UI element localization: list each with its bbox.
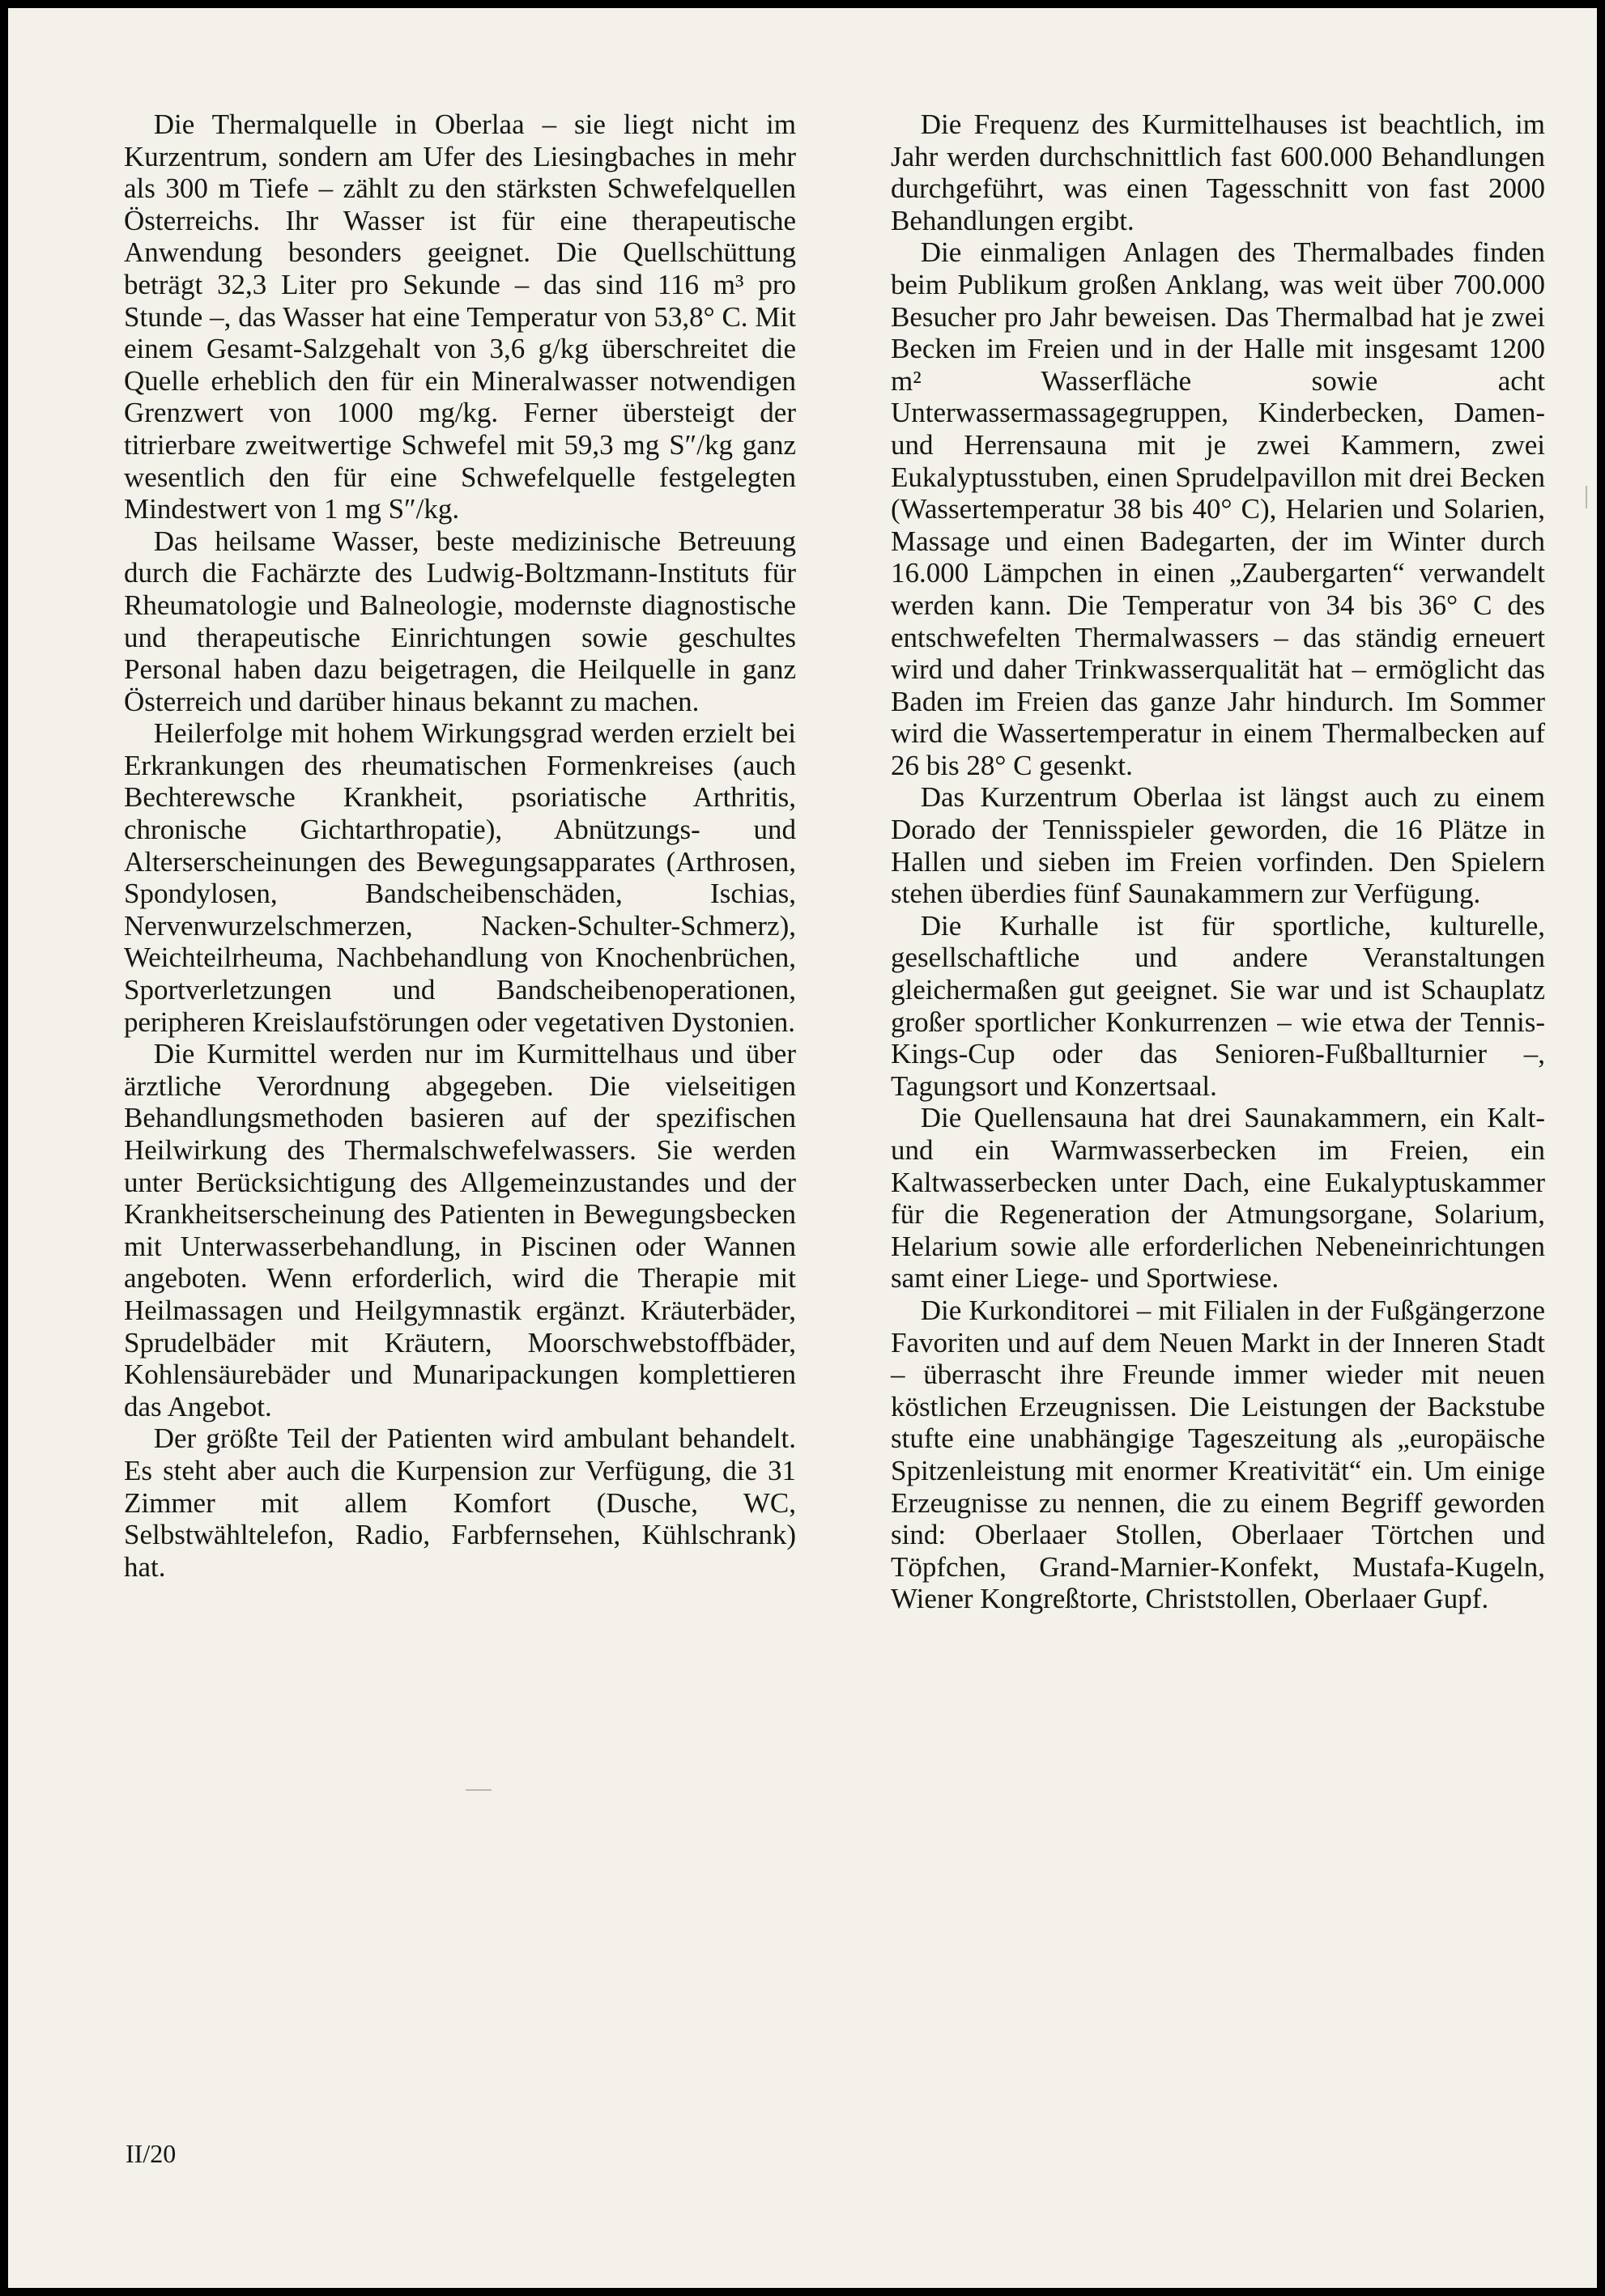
paragraph-treatment-success: Heilerfolge mit hohem Wirkungsgrad werden erzielt bei Erkrankungen des rheumatischen Formenkreises (auch Bechterewsche Krankheit, psoriatische Arthritis, chronische Gichtarthropatie), Abnützungs- und Alterserscheinungen des Bewegungsapparates (Arthrosen, Spondylosen, Bandscheibenschäden, Ischias, Nervenwurzelschmerzen, Nacken-Schulter-Schmerz), Weichteilrheuma, Nachbehandlung von Knochenbrüchen, Sportverletzungen und Bandscheibenoperationen, peripheren Kreislaufstörungen oder vegetativen Dystonien. (124, 717, 796, 1038)
paragraph-patients: Der größte Teil der Patienten wird ambulant behandelt. Es steht aber auch die Kurpension zur Verfügung, die 31 Zimmer mit allem Komfort (Dusche, WC, Selbstwähltelefon, Radio, Farbfernsehen, Kühlschrank) hat. (124, 1422, 796, 1583)
paragraph-healing-water: Das heilsame Wasser, beste medizinische Betreuung durch die Fachärzte des Ludwig-Boltzmann-Instituts für Rheumatologie und Balneologie, modernste diagnostische und therapeutische Einrichtungen sowie geschultes Personal haben dazu beigetragen, die Heilquelle in ganz Österreich und darüber hinaus bekannt zu machen. (124, 525, 796, 717)
paragraph-thermal-spring: Die Thermalquelle in Oberlaa – sie liegt nicht im Kurzentrum, sondern am Ufer des Liesingbaches in mehr als 300 m Tiefe – zählt zu den stärksten Schwefelquellen Österreichs. Ihr Wasser ist für eine therapeutische Anwendung besonders geeignet. Die Quellschüttung beträgt 32,3 Liter pro Sekunde – das sind 116 m³ pro Stunde –, das Wasser hat eine Temperatur von 53,8° C. Mit einem Gesamt-Salzgehalt von 3,6 g/kg überschreitet die Quelle erheblich den für ein Mineralwasser notwendigen Grenzwert von 1000 mg/kg. Ferner übersteigt der titrierbare zweitwertige Schwefel mit 59,3 mg S″/kg ganz wesentlich den für eine Schwefelquelle festgelegten Mindestwert von 1 mg S″/kg. (124, 108, 796, 525)
paragraph-confectionery: Die Kurkonditorei – mit Filialen in der Fußgängerzone Favoriten und auf dem Neuen Markt in der Inneren Stadt – überrascht ihre Freunde immer wieder mit neuen köstlichen Erzeugnissen. Die Leistungen der Backstube stufte eine unabhängige Tageszeitung als „europäische Spitzenleistung mit enormer Kreativität“ ein. Um einige Erzeugnisse zu nennen, die zu einem Begriff geworden sind: Oberlaaer Stollen, Oberlaaer Törtchen und Töpfchen, Grand-Marnier-Konfekt, Mustafa-Kugeln, Wiener Kongreßtorte, Christstollen, Oberlaaer Gupf. (891, 1294, 1545, 1615)
scan-artifact-mark (466, 1789, 492, 1791)
paragraph-frequency: Die Frequenz des Kurmittelhauses ist beachtlich, im Jahr werden durchschnittlich fast 600.000 Behandlungen durchgeführt, was einen Tagesschnitt von fast 2000 Behandlungen ergibt. (891, 108, 1545, 236)
paragraph-spring-sauna: Die Quellensauna hat drei Saunakammern, ein Kalt- und ein Warmwasserbecken im Freien, ein Kaltwasserbecken unter Dach, eine Eukalyptuskammer für die Regeneration der Atmungsorgane, Solarium, Helarium sowie alle erforderlichen Nebeneinrichtungen samt einer Liege- und Sportwiese. (891, 1102, 1545, 1295)
page-number: II/20 (126, 2139, 177, 2168)
scan-artifact-mark (1586, 486, 1587, 508)
paragraph-thermal-bath: Die einmaligen Anlagen des Thermalbades finden beim Publikum großen Anklang, was weit über 700.000 Besucher pro Jahr beweisen. Das Thermalbad hat je zwei Becken im Freien und in der Halle mit insgesamt 1200 m² Wasserfläche sowie acht Unterwassermassagegruppen, Kinderbecken, Damen- und Herrensauna mit je zwei Kammern, zwei Eukalyptusstuben, einen Sprudelpavillon mit drei Becken (Wassertemperatur 38 bis 40° C), Helarien und Solarien, Massage und einen Badegarten, der im Winter durch 16.000 Lämpchen in einen „Zaubergarten“ verwandelt werden kann. Die Temperatur von 34 bis 36° C des entschwefelten Thermalwassers – das ständig erneuert wird und daher Trinkwasserqualität hat – ermöglicht das Baden im Freien das ganze Jahr hindurch. Im Sommer wird die Wassertemperatur in einem Thermalbecken auf 26 bis 28° C gesenkt. (891, 236, 1545, 781)
paragraph-spa-treatments: Die Kurmittel werden nur im Kurmittelhaus und über ärztliche Verordnung abgegeben. Die vielseitigen Behandlungsmethoden basieren auf der spezifischen Heilwirkung des Thermalschwefelwassers. Sie werden unter Berücksichtigung des Allgemeinzustandes und der Krankheitserscheinung des Patienten in Bewegungsbecken mit Unterwasserbehandlung, in Piscinen oder Wannen angeboten. Wenn erforderlich, wird die Therapie mit Heilmassagen und Heilgymnastik ergänzt. Kräuterbäder, Sprudelbäder mit Kräutern, Moorschwebstoffbäder, Kohlensäurebäder und Munaripackungen komplettieren das Angebot. (124, 1038, 796, 1422)
document-page (8, 8, 1597, 2288)
right-column (891, 108, 1545, 1615)
paragraph-tennis: Das Kurzentrum Oberlaa ist längst auch zu einem Dorado der Tennisspieler geworden, die 16 Plätze in Hallen und sieben im Freien vorfinden. Den Spielern stehen überdies fünf Saunakammern zur Verfügung. (891, 781, 1545, 910)
paragraph-spa-hall: Die Kurhalle ist für sportliche, kulturelle, gesellschaftliche und andere Veranstaltungen gleichermaßen gut geeignet. Sie war und ist Schauplatz großer sportlicher Konkurrenzen – wie etwa der Tennis-Kings-Cup oder das Senioren-Fußballturnier –, Tagungsort und Konzertsaal. (891, 909, 1545, 1102)
left-column (124, 108, 796, 1583)
